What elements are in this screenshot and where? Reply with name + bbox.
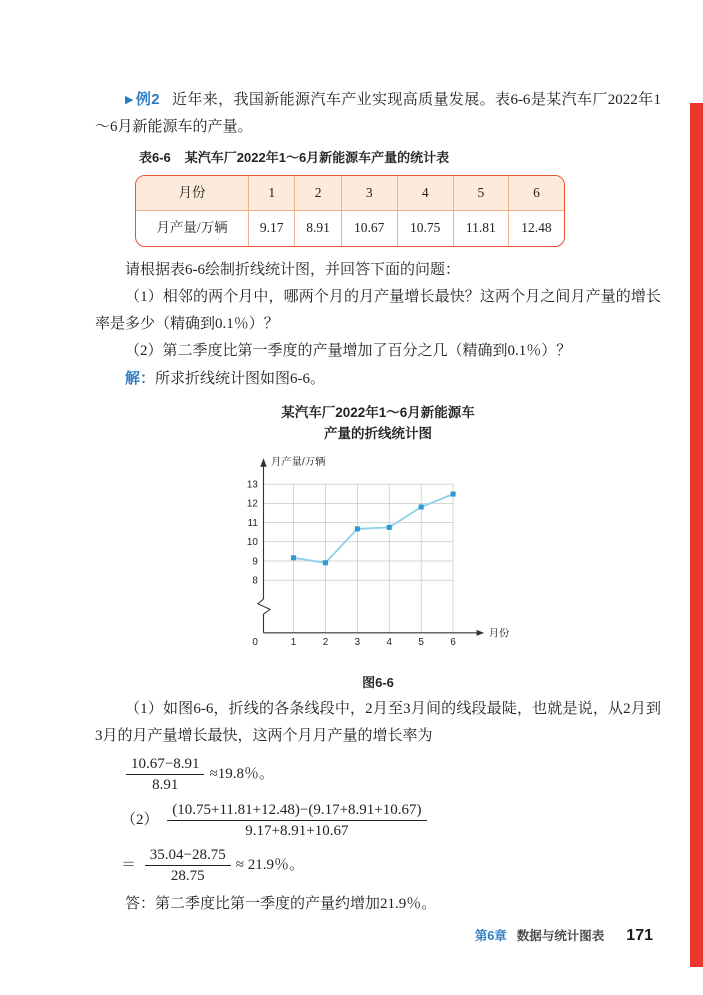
- solution-intro: [95, 365, 661, 393]
- svg-text:4: 4: [386, 636, 393, 648]
- final-answer: 答：第二季度比第一季度的产量约增加21.9％。: [125, 895, 437, 912]
- value-cell: 10.75: [397, 210, 453, 245]
- footer-chapter: 第6章: [474, 929, 507, 943]
- fraction-3-result: ≈ 21.9％。: [235, 857, 304, 874]
- svg-text:11: 11: [247, 517, 258, 529]
- value-cell: 9.17: [248, 210, 294, 245]
- table-row-values: [136, 210, 564, 245]
- value-cell: 11.81: [453, 210, 508, 245]
- footer-chapter-title: 数据与统计图表: [516, 929, 605, 943]
- question-2: （2）第二季度比第一季度的产量增加了百分之几（精确到0.1％）？: [125, 342, 572, 359]
- solution-intro-text: 所求折线统计图如图6-6。: [155, 370, 326, 387]
- value-cell: 8.91: [294, 210, 340, 245]
- fraction-1-denominator: 8.91: [152, 777, 179, 794]
- fraction-2: [167, 800, 426, 842]
- question-1: （1）相邻的两个月中，哪两个月的月产量增长最快？这两个月之间月产量的增长率是多少（精确到0.1％）？: [95, 288, 661, 332]
- fraction-1-result: ≈19.8％。: [209, 766, 274, 783]
- svg-text:5: 5: [418, 636, 424, 648]
- table-row-months: [136, 176, 564, 210]
- chart-title-line1: 某汽车厂2022年1～6月新能源车: [281, 404, 475, 420]
- month-cell: 4: [397, 176, 453, 210]
- example-intro-paragraph: [95, 86, 661, 141]
- chart-canvas: [95, 447, 661, 671]
- table-caption: [139, 149, 565, 167]
- example-marker: [125, 91, 160, 108]
- fraction-2-denominator: 9.17+8.91+10.67: [245, 822, 349, 839]
- table-caption-title: 某汽车厂2022年1～6月新能源车产量的统计表: [184, 150, 450, 165]
- fraction-2-numerator: (10.75+11.81+12.48)−(9.17+8.91+10.67): [167, 800, 426, 821]
- svg-text:0: 0: [252, 636, 258, 648]
- month-cell: 2: [294, 176, 340, 210]
- svg-text:10: 10: [246, 536, 258, 548]
- svg-text:12: 12: [246, 498, 258, 510]
- value-header-cell: 月产量/万辆: [136, 210, 248, 245]
- month-cell: 5: [453, 176, 508, 210]
- example-label: 例2: [135, 91, 160, 108]
- example-triangle-icon: ▶: [125, 94, 134, 106]
- value-cell: 10.67: [341, 210, 397, 245]
- chart-title: [95, 403, 661, 445]
- fraction-3: [145, 845, 231, 887]
- value-cell: 12.48: [508, 210, 564, 245]
- chart-title-line2: 产量的折线统计图: [324, 425, 432, 441]
- fraction-line-1: [121, 754, 661, 796]
- instruction-paragraph: 请根据表6-6绘制折线统计图，并回答下面的问题：: [125, 261, 460, 278]
- solution-label: 解：: [125, 369, 156, 387]
- page-content: [95, 86, 661, 918]
- svg-text:13: 13: [246, 478, 258, 490]
- svg-text:2: 2: [322, 636, 329, 648]
- figure-caption: 图6-6: [362, 674, 394, 690]
- line-chart-figure: [95, 403, 661, 694]
- line-chart-svg: [208, 447, 548, 661]
- fraction-1: [126, 754, 204, 796]
- equals-sign: ＝: [121, 857, 137, 874]
- fraction-line-3: [121, 845, 661, 887]
- example-intro-text: 近年来，我国新能源汽车产业实现高质量发展。表6-6是某汽车厂2022年1～6月新能源车的产量。: [95, 92, 662, 135]
- production-table: [135, 175, 565, 247]
- table-section: [135, 149, 565, 247]
- fraction-3-numerator: 35.04−28.75: [145, 845, 231, 866]
- answer-1-paragraph: （1）如图6-6，折线的各条线段中，2月至3月间的线段最陡，也就是说，从2月到3月的月产量增长最快，这两个月月产量的增长率为: [95, 701, 661, 745]
- svg-text:月产量/万辆: 月产量/万辆: [271, 456, 326, 468]
- month-header-cell: 月份: [136, 176, 248, 210]
- fraction-1-numerator: 10.67−8.91: [126, 754, 204, 775]
- svg-text:8: 8: [252, 575, 258, 587]
- page-footer: [475, 926, 653, 945]
- svg-text:6: 6: [450, 636, 456, 648]
- fraction-line-2: [121, 800, 661, 842]
- month-cell: 3: [341, 176, 397, 210]
- footer-page-number: 171: [626, 927, 653, 944]
- svg-text:3: 3: [354, 636, 361, 648]
- table-caption-number: 表6-6: [139, 150, 171, 165]
- month-cell: 1: [248, 176, 294, 210]
- fraction-3-denominator: 28.75: [170, 868, 205, 885]
- month-cell: 6: [508, 176, 564, 210]
- svg-text:1: 1: [290, 636, 297, 648]
- page-edge-bar: [690, 103, 703, 967]
- svg-text:月份: 月份: [488, 628, 510, 640]
- svg-text:9: 9: [252, 555, 258, 567]
- answer-2-label: （2）: [121, 811, 159, 828]
